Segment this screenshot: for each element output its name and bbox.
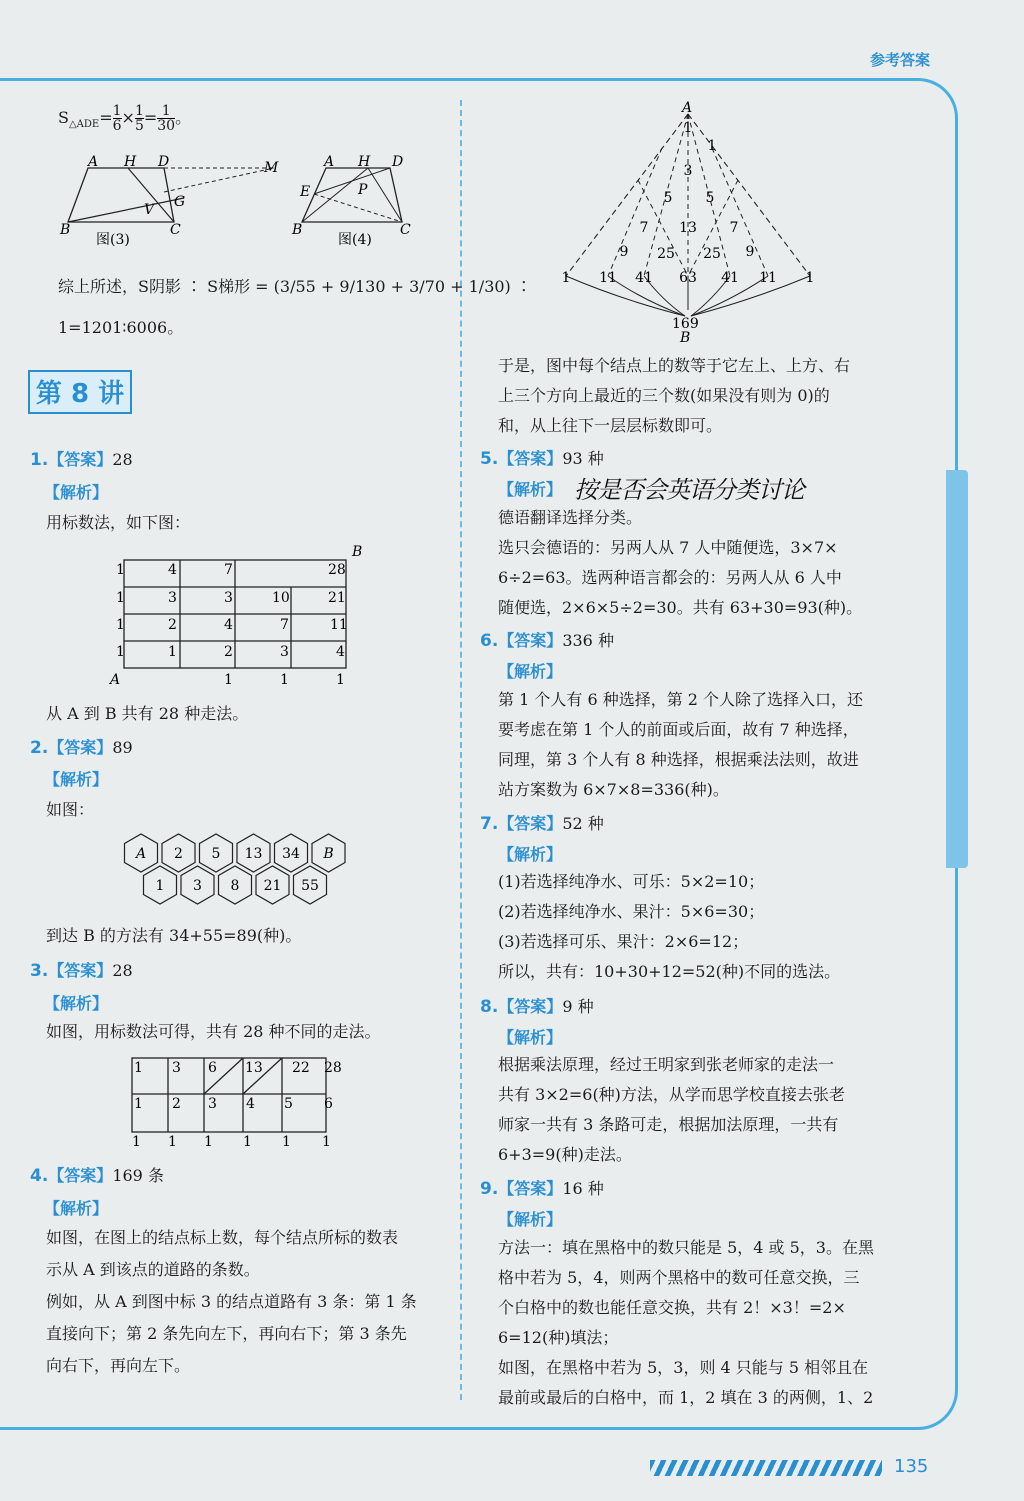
tri-number: 1 (805, 270, 815, 286)
footer-stripes (650, 1460, 882, 1476)
tri-number: 11 (759, 270, 777, 286)
q6-line: 同理，第 3 个人有 8 种选择，根据乘法法则，故进 (498, 750, 859, 769)
q5-line: 6÷2=63。选两种语言都会的：另两人从 6 人中 (498, 568, 842, 587)
q9-line: 方法一：填在黑格中的数只能是 5，4 或 5，3。在黑 (498, 1238, 874, 1257)
svg-text:6: 6 (324, 1096, 333, 1112)
svg-text:1: 1 (336, 672, 345, 688)
hex-label: B (323, 846, 334, 862)
hex-label: 5 (211, 846, 221, 862)
q9-line: 6=12(种)填法； (498, 1328, 619, 1347)
svg-text:1: 1 (168, 1134, 177, 1150)
q6-line: 要考虑在第 1 个人的前面或后面，故有 7 种选择， (498, 720, 859, 739)
tri-number: 7 (639, 220, 649, 236)
svg-text:4: 4 (168, 562, 177, 578)
q9-analysis: 【解析】 (498, 1210, 563, 1229)
q9-line: 最前或最后的白格中，而 1，2 填在 3 的两侧，1、2 (498, 1388, 874, 1407)
fig3-label: M (264, 160, 279, 176)
q2-conclusion: 到达 B 的方法有 34+55=89(种)。 (46, 926, 302, 945)
tri-number: 63 (679, 270, 697, 286)
tri-number: 3 (683, 163, 693, 179)
q4-line: 向右下，再向左下。 (46, 1356, 191, 1375)
triangle-diagram (552, 100, 832, 342)
q7-line: (3)若选择可乐、果汁：2×6=12； (498, 932, 749, 951)
tri-number: 9 (745, 244, 755, 260)
q8-line: 师家一共有 3 条路可走，根据加法原理，一共有 (498, 1115, 839, 1134)
q3-answer-line: 3.【答案】28 (30, 961, 133, 981)
q5-analysis: 【解析】 (498, 480, 563, 499)
svg-text:1: 1 (322, 1134, 331, 1150)
svg-text:5: 5 (284, 1096, 293, 1112)
q1-answer-line: 1.【答案】28 (30, 450, 133, 470)
svg-text:1: 1 (224, 672, 233, 688)
fig3-trapezoid (68, 168, 174, 222)
q9-answer-line: 9.【答案】16 种 (480, 1179, 604, 1199)
tri-edge (608, 148, 662, 276)
svg-text:4: 4 (246, 1096, 255, 1112)
hex-label: 3 (193, 878, 202, 894)
fig3-label: A (88, 154, 99, 170)
svg-text:1: 1 (134, 1096, 143, 1112)
svg-text:1: 1 (116, 590, 125, 606)
q2-answer-line: 2.【答案】89 (30, 738, 133, 758)
fig4-label: A (324, 154, 335, 170)
svg-text:2: 2 (172, 1096, 181, 1112)
fig3-label: V (144, 202, 155, 218)
fig4-label: E (300, 184, 311, 200)
q4-line: 示从 A 到该点的道路的条数。 (46, 1260, 260, 1279)
fig4-label: P (358, 182, 368, 198)
tri-text-line: 和，从上往下一层层标数即可。 (498, 416, 723, 435)
tri-text-line: 上三个方向上最近的三个数(如果没有则为 0)的 (498, 386, 830, 405)
handwritten-note: 按是否会英语分类讨论 (574, 476, 804, 504)
svg-text:4: 4 (336, 644, 345, 660)
summary-line-2: 1=1201∶6006。 (58, 318, 184, 337)
grid1-B: B (352, 544, 363, 560)
fig3-caption: 图(3) (96, 232, 130, 248)
q5-line: 德语翻译选择分类。 (498, 508, 643, 527)
svg-text:6: 6 (208, 1060, 217, 1076)
svg-text:10: 10 (272, 590, 290, 606)
hex-diagram (120, 832, 352, 908)
svg-text:13: 13 (245, 1060, 263, 1076)
q4-analysis: 【解析】 (44, 1199, 109, 1218)
svg-text:1: 1 (132, 1134, 141, 1150)
svg-text:3: 3 (208, 1096, 217, 1112)
q7-answer-line: 7.【答案】52 种 (480, 814, 604, 834)
q2-line: 如图： (46, 800, 95, 819)
tri-number: 1 (561, 270, 571, 286)
summary-line-1: 综上所述，S阴影 ∶ S梯形 = (3/55 + 9/130 + 3/70 + 1/30) ∶ (58, 277, 532, 296)
header-title: 参考答案 (869, 51, 930, 69)
q7-line: 所以，共有：10+30+12=52(种)不同的选法。 (498, 962, 841, 981)
q7-line: (2)若选择纯净水、果汁：5×6=30； (498, 902, 765, 921)
hex-label: 8 (230, 878, 240, 894)
q5-line: 选只会德语的：另两人从 7 人中随便选，3×7× (498, 538, 838, 557)
svg-text:1: 1 (116, 644, 125, 660)
q3-analysis: 【解析】 (44, 994, 109, 1013)
q8-answer-line: 8.【答案】9 种 (480, 997, 594, 1017)
fig3-label: H (124, 154, 137, 170)
q9-line: 如图，在黑格中若为 5，3，则 4 只能与 5 相邻且在 (498, 1358, 869, 1377)
tri-number: 25 (657, 246, 675, 262)
q4-line: 例如，从 A 到图中标 3 的结点道路有 3 条：第 1 条 (46, 1292, 417, 1311)
q2-analysis: 【解析】 (44, 770, 109, 789)
page-number: 135 (894, 1456, 929, 1477)
fig3-label: C (170, 222, 181, 238)
svg-text:28: 28 (324, 1060, 342, 1076)
fig4-label: B (292, 222, 303, 238)
svg-text:1: 1 (243, 1134, 252, 1150)
svg-text:28: 28 (328, 562, 346, 578)
tri-number: 9 (619, 244, 629, 260)
q3-line: 如图，用标数法可得，共有 28 种不同的走法。 (46, 1022, 381, 1041)
svg-text:1: 1 (204, 1134, 213, 1150)
fig4-caption: 图(4) (338, 232, 372, 248)
q8-line: 6+3=9(种)走法。 (498, 1145, 632, 1164)
q4-answer-line: 4.【答案】169 条 (30, 1166, 164, 1186)
tri-top-label: A (682, 100, 693, 116)
hex-label: A (135, 846, 147, 862)
fig4-label: H (358, 154, 371, 170)
tri-number: 1 (683, 120, 693, 136)
tri-number: 1 (707, 138, 717, 154)
tri-text-line: 于是，图中每个结点上的数等于它左上、上方、右 (498, 356, 851, 375)
tri-number: 5 (663, 190, 673, 206)
side-tab (946, 470, 968, 868)
q9-line: 个白格中的数也能任意交换，共有 2！×3！=2× (498, 1298, 846, 1317)
svg-text:4: 4 (224, 617, 233, 633)
q6-answer-line: 6.【答案】336 种 (480, 631, 614, 651)
grid-3 (128, 1054, 348, 1152)
q5-answer-line: 5.【答案】93 种 (480, 449, 604, 469)
formula-top: $S_{\triangle ADE}=$ 1 6× 1 5= 1 30。 (58, 103, 192, 134)
svg-text:1: 1 (282, 1134, 291, 1150)
hex-label: 2 (174, 846, 183, 862)
svg-text:3: 3 (168, 590, 177, 606)
svg-text:11: 11 (330, 617, 348, 633)
lecture-title: 第 8 讲 (28, 370, 132, 414)
svg-text:7: 7 (280, 617, 289, 633)
figure-4 (290, 150, 430, 250)
q1-line: 用标数法，如下图： (46, 513, 191, 532)
hex-label: 21 (263, 878, 282, 894)
grid-1 (108, 542, 368, 690)
tri-number: 7 (729, 220, 739, 236)
tri-final: 169 (672, 316, 699, 332)
fig3-label: D (158, 154, 170, 170)
svg-text:1: 1 (116, 617, 125, 633)
q6-line: 站方案数为 6×7×8=336(种)。 (498, 780, 729, 799)
hex-label: 34 (282, 846, 300, 862)
svg-text:2: 2 (168, 617, 177, 633)
fig3-label: B (60, 222, 71, 238)
q1-conclusion: 从 A 到 B 共有 28 种走法。 (46, 704, 249, 723)
q6-analysis: 【解析】 (498, 662, 563, 681)
q9-line: 格中若为 5，4，则两个黑格中的数可任意交换，三 (498, 1268, 860, 1287)
tri-number: 5 (705, 190, 715, 206)
svg-text:3: 3 (224, 590, 233, 606)
grid1-A: A (110, 672, 121, 688)
q8-line: 共有 3×2=6(种)方法，从学而思学校直接去张老 (498, 1085, 845, 1104)
svg-text:22: 22 (292, 1060, 310, 1076)
q8-line: 根据乘法原理，经过王明家到张老师家的走法一 (498, 1055, 835, 1074)
fig4-label: C (400, 222, 411, 238)
svg-text:3: 3 (280, 644, 289, 660)
q4-line: 直接向下；第 2 条先向左下，再向右下；第 3 条先 (46, 1324, 407, 1343)
q1-analysis: 【解析】 (44, 483, 109, 502)
q5-line: 随便选，2×6×5÷2=30。共有 63+30=93(种)。 (498, 598, 863, 617)
svg-text:21: 21 (328, 590, 346, 606)
svg-text:1: 1 (280, 672, 289, 688)
svg-text:1: 1 (134, 1060, 143, 1076)
hex-label: 1 (155, 878, 165, 894)
hex-label: 13 (244, 846, 263, 862)
svg-text:3: 3 (172, 1060, 181, 1076)
tri-number: 41 (635, 270, 653, 286)
fig3-label: G (174, 194, 186, 210)
tri-bottom-label: B (680, 330, 691, 342)
q6-line: 第 1 个人有 6 种选择，第 2 个人除了选择入口，还 (498, 690, 864, 709)
q8-analysis: 【解析】 (498, 1028, 563, 1047)
svg-text:2: 2 (224, 644, 233, 660)
tri-number: 41 (721, 270, 739, 286)
tri-number: 13 (679, 220, 697, 236)
svg-text:1: 1 (116, 562, 125, 578)
hex-label: 55 (301, 878, 319, 894)
fig4-label: D (392, 154, 404, 170)
svg-text:1: 1 (168, 644, 177, 660)
svg-text:7: 7 (224, 562, 233, 578)
tri-number: 11 (599, 270, 617, 286)
q7-line: (1)若选择纯净水、可乐：5×2=10； (498, 872, 765, 891)
tri-number: 25 (703, 246, 721, 262)
q7-analysis: 【解析】 (498, 845, 563, 864)
q4-line: 如图，在图上的结点标上数，每个结点所标的数表 (46, 1228, 399, 1247)
figure-3 (56, 150, 296, 250)
